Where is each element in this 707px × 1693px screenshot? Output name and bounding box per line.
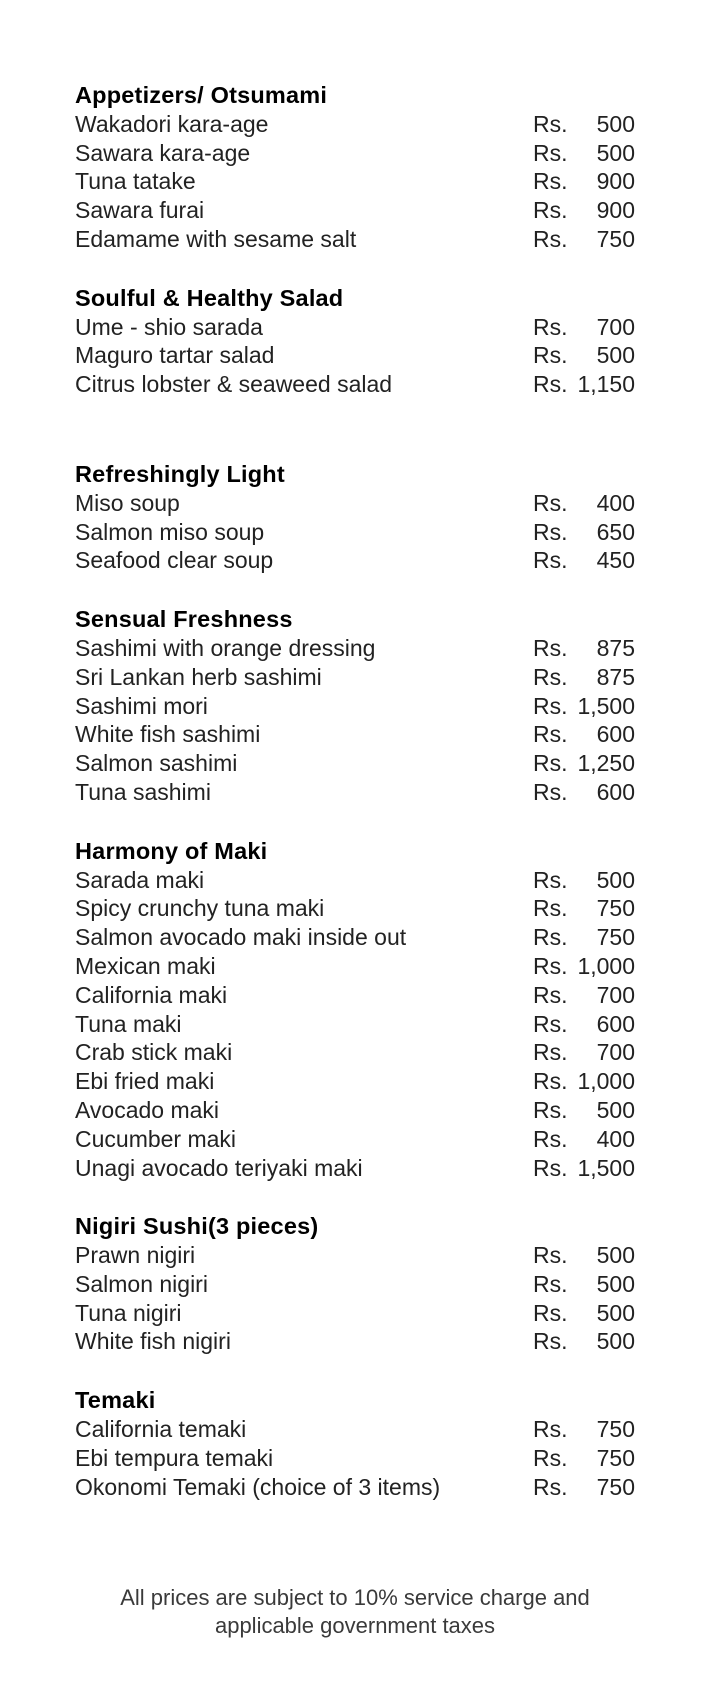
currency-label: Rs.: [533, 952, 568, 979]
section-heading: Refreshingly Light: [75, 460, 285, 487]
currency-label: Rs.: [533, 1416, 568, 1443]
item-price: [533, 663, 635, 692]
item-price: [533, 1444, 635, 1473]
menu-item-row: [75, 518, 635, 547]
menu-item-row: [75, 663, 635, 692]
item-name: Sarada maki: [75, 866, 205, 893]
menu-item-row: [75, 1270, 635, 1299]
price-value: 500: [596, 139, 635, 166]
currency-label: Rs.: [533, 547, 568, 574]
menu-item-row: [75, 167, 635, 196]
item-price: [533, 546, 635, 575]
item-price: [533, 196, 635, 225]
price-value: 875: [596, 634, 635, 661]
section-heading: Soulful & Healthy Salad: [75, 284, 344, 311]
menu-item-row: [75, 1038, 635, 1067]
menu-section: [75, 837, 635, 1183]
menu-section: [75, 1212, 635, 1356]
price-value: 875: [596, 663, 635, 690]
item-name: White fish sashimi: [75, 721, 261, 748]
item-price: [533, 313, 635, 342]
item-name: Edamame with sesame salt: [75, 225, 357, 252]
item-name: Maguro tartar salad: [75, 342, 275, 369]
price-value: 500: [596, 1328, 635, 1355]
menu-item-row: [75, 225, 635, 254]
item-name: Sawara kara-age: [75, 139, 251, 166]
price-value: 500: [596, 1270, 635, 1297]
menu-item-row: [75, 341, 635, 370]
menu-item-row: [75, 981, 635, 1010]
item-price: [533, 749, 635, 778]
currency-label: Rs.: [533, 721, 568, 748]
price-value: 400: [596, 489, 635, 516]
footer-line-2: applicable government taxes: [214, 1613, 496, 1639]
currency-label: Rs.: [533, 489, 568, 516]
item-name: Citrus lobster & seaweed salad: [75, 371, 393, 398]
currency-label: Rs.: [533, 110, 568, 137]
price-value: 400: [596, 1125, 635, 1152]
price-value: 500: [596, 342, 635, 369]
section-rows: [75, 866, 635, 1183]
item-price: [533, 923, 635, 952]
price-value: 1,500: [577, 692, 635, 719]
item-name: Salmon miso soup: [75, 518, 265, 545]
price-value: 1,150: [577, 371, 635, 398]
item-price: [533, 1038, 635, 1067]
item-name: Avocado maki: [75, 1096, 220, 1123]
item-name: Mexican maki: [75, 952, 216, 979]
item-price: [533, 1067, 635, 1096]
price-value: 750: [596, 1473, 635, 1500]
item-name: Unagi avocado teriyaki maki: [75, 1154, 363, 1181]
menu-list: [75, 81, 635, 1501]
currency-label: Rs.: [533, 924, 568, 951]
item-price: [533, 518, 635, 547]
item-price: [533, 1096, 635, 1125]
menu-item-row: [75, 1067, 635, 1096]
item-name: Seafood clear soup: [75, 547, 274, 574]
currency-label: Rs.: [533, 313, 568, 340]
section-heading: Sensual Freshness: [75, 606, 293, 633]
item-name: California temaki: [75, 1416, 247, 1443]
item-name: Tuna sashimi: [75, 778, 211, 805]
section-rows: [75, 634, 635, 807]
section-heading: Harmony of Maki: [75, 837, 268, 864]
item-price: [533, 1154, 635, 1183]
currency-label: Rs.: [533, 1299, 568, 1326]
currency-label: Rs.: [533, 139, 568, 166]
price-value: 750: [596, 1444, 635, 1471]
menu-item-row: [75, 1125, 635, 1154]
menu-item-row: [75, 720, 635, 749]
item-price: [533, 1299, 635, 1328]
menu-section: [75, 460, 635, 575]
currency-label: Rs.: [533, 1444, 568, 1471]
currency-label: Rs.: [533, 778, 568, 805]
menu-item-row: [75, 370, 635, 399]
item-name: Miso soup: [75, 489, 180, 516]
price-value: 750: [596, 924, 635, 951]
item-price: [533, 489, 635, 518]
item-price: [533, 894, 635, 923]
item-price: [533, 167, 635, 196]
currency-label: Rs.: [533, 1039, 568, 1066]
item-price: [533, 1010, 635, 1039]
section-rows: [75, 489, 635, 575]
item-price: [533, 110, 635, 139]
menu-section: [75, 605, 635, 807]
menu-item-row: [75, 634, 635, 663]
price-value: 500: [596, 1242, 635, 1269]
price-value: 1,250: [577, 750, 635, 777]
currency-label: Rs.: [533, 197, 568, 224]
item-name: Okonomi Temaki (choice of 3 items): [75, 1473, 441, 1500]
menu-item-row: [75, 196, 635, 225]
section-rows: [75, 1241, 635, 1356]
item-price: [533, 866, 635, 895]
menu-item-row: [75, 1473, 635, 1502]
price-value: 650: [596, 518, 635, 545]
item-price: [533, 692, 635, 721]
section-rows: [75, 110, 635, 254]
menu-item-row: [75, 1154, 635, 1183]
currency-label: Rs.: [533, 981, 568, 1008]
menu-item-row: [75, 894, 635, 923]
menu-item-row: [75, 952, 635, 981]
section-rows: [75, 313, 635, 399]
menu-section: [75, 1386, 635, 1501]
price-value: 700: [596, 981, 635, 1008]
menu-item-row: [75, 1241, 635, 1270]
section-heading: Appetizers/ Otsumami: [75, 82, 328, 108]
item-price: [533, 1473, 635, 1502]
currency-label: Rs.: [533, 1242, 568, 1269]
menu-item-row: [75, 866, 635, 895]
menu-item-row: [75, 1415, 635, 1444]
item-name: Sashimi mori: [75, 692, 208, 719]
currency-label: Rs.: [533, 1068, 568, 1095]
item-name: Sri Lankan herb sashimi: [75, 663, 322, 690]
menu-item-row: [75, 139, 635, 168]
item-name: Prawn nigiri: [75, 1242, 196, 1269]
item-price: [533, 778, 635, 807]
currency-label: Rs.: [533, 866, 568, 893]
item-price: [533, 1415, 635, 1444]
currency-label: Rs.: [533, 371, 568, 398]
price-value: 1,000: [577, 952, 635, 979]
currency-label: Rs.: [533, 895, 568, 922]
price-value: 900: [596, 168, 635, 195]
currency-label: Rs.: [533, 1010, 568, 1037]
item-name: Sashimi with orange dressing: [75, 634, 376, 661]
item-price: [533, 1241, 635, 1270]
currency-label: Rs.: [533, 1473, 568, 1500]
currency-label: Rs.: [533, 663, 568, 690]
item-name: Cucumber maki: [75, 1125, 237, 1152]
footer-line-1: All prices are subject to 10% service charge and: [120, 1585, 590, 1611]
menu-item-row: [75, 313, 635, 342]
item-name: Tuna maki: [75, 1010, 182, 1037]
price-value: 600: [596, 1010, 635, 1037]
currency-label: Rs.: [533, 342, 568, 369]
item-price: [533, 720, 635, 749]
price-value: 750: [596, 895, 635, 922]
item-name: Tuna tatake: [75, 168, 196, 195]
item-name: Ebi tempura temaki: [75, 1444, 274, 1471]
currency-label: Rs.: [533, 692, 568, 719]
price-value: 700: [596, 313, 635, 340]
item-name: Ume - shio sarada: [75, 313, 263, 340]
price-value: 1,500: [577, 1154, 635, 1181]
menu-section: [75, 81, 635, 254]
item-price: [533, 1125, 635, 1154]
footer-note: [75, 1584, 635, 1640]
price-value: 1,000: [577, 1068, 635, 1095]
menu-item-row: [75, 1010, 635, 1039]
currency-label: Rs.: [533, 225, 568, 252]
item-price: [533, 981, 635, 1010]
menu-item-row: [75, 110, 635, 139]
currency-label: Rs.: [533, 1328, 568, 1355]
item-name: Crab stick maki: [75, 1039, 233, 1066]
item-price: [533, 634, 635, 663]
price-value: 500: [596, 110, 635, 137]
menu-item-row: [75, 1299, 635, 1328]
price-value: 600: [596, 721, 635, 748]
currency-label: Rs.: [533, 634, 568, 661]
item-name: Sawara furai: [75, 197, 205, 224]
currency-label: Rs.: [533, 168, 568, 195]
item-name: California maki: [75, 981, 228, 1008]
item-price: [533, 952, 635, 981]
menu-item-row: [75, 749, 635, 778]
currency-label: Rs.: [533, 518, 568, 545]
menu-item-row: [75, 1444, 635, 1473]
item-name: Ebi fried maki: [75, 1068, 215, 1095]
price-value: 700: [596, 1039, 635, 1066]
item-name: White fish nigiri: [75, 1328, 231, 1355]
price-value: 750: [596, 225, 635, 252]
menu-item-row: [75, 1096, 635, 1125]
item-name: Salmon nigiri: [75, 1270, 208, 1297]
item-name: Wakadori kara-age: [75, 110, 269, 137]
price-value: 450: [596, 547, 635, 574]
section-rows: [75, 1415, 635, 1501]
price-value: 750: [596, 1416, 635, 1443]
menu-item-row: [75, 923, 635, 952]
section-heading: Temaki: [75, 1387, 156, 1414]
menu-item-row: [75, 546, 635, 575]
currency-label: Rs.: [533, 1154, 568, 1181]
menu-item-row: [75, 778, 635, 807]
price-value: 500: [596, 866, 635, 893]
menu-item-row: [75, 489, 635, 518]
price-value: 900: [596, 197, 635, 224]
section-heading: Nigiri Sushi(3 pieces): [75, 1213, 319, 1240]
currency-label: Rs.: [533, 1125, 568, 1152]
item-price: [533, 1270, 635, 1299]
menu-section: [75, 284, 635, 399]
price-value: 600: [596, 778, 635, 805]
item-price: [533, 370, 635, 399]
currency-label: Rs.: [533, 1096, 568, 1123]
item-price: [533, 139, 635, 168]
menu-item-row: [75, 1327, 635, 1356]
item-price: [533, 1327, 635, 1356]
item-name: Tuna nigiri: [75, 1299, 182, 1326]
currency-label: Rs.: [533, 750, 568, 777]
item-name: Salmon sashimi: [75, 750, 238, 777]
item-price: [533, 225, 635, 254]
item-price: [533, 341, 635, 370]
menu-item-row: [75, 692, 635, 721]
currency-label: Rs.: [533, 1270, 568, 1297]
item-name: Salmon avocado maki inside out: [75, 924, 407, 951]
price-value: 500: [596, 1299, 635, 1326]
price-value: 500: [596, 1096, 635, 1123]
item-name: Spicy crunchy tuna maki: [75, 895, 325, 922]
